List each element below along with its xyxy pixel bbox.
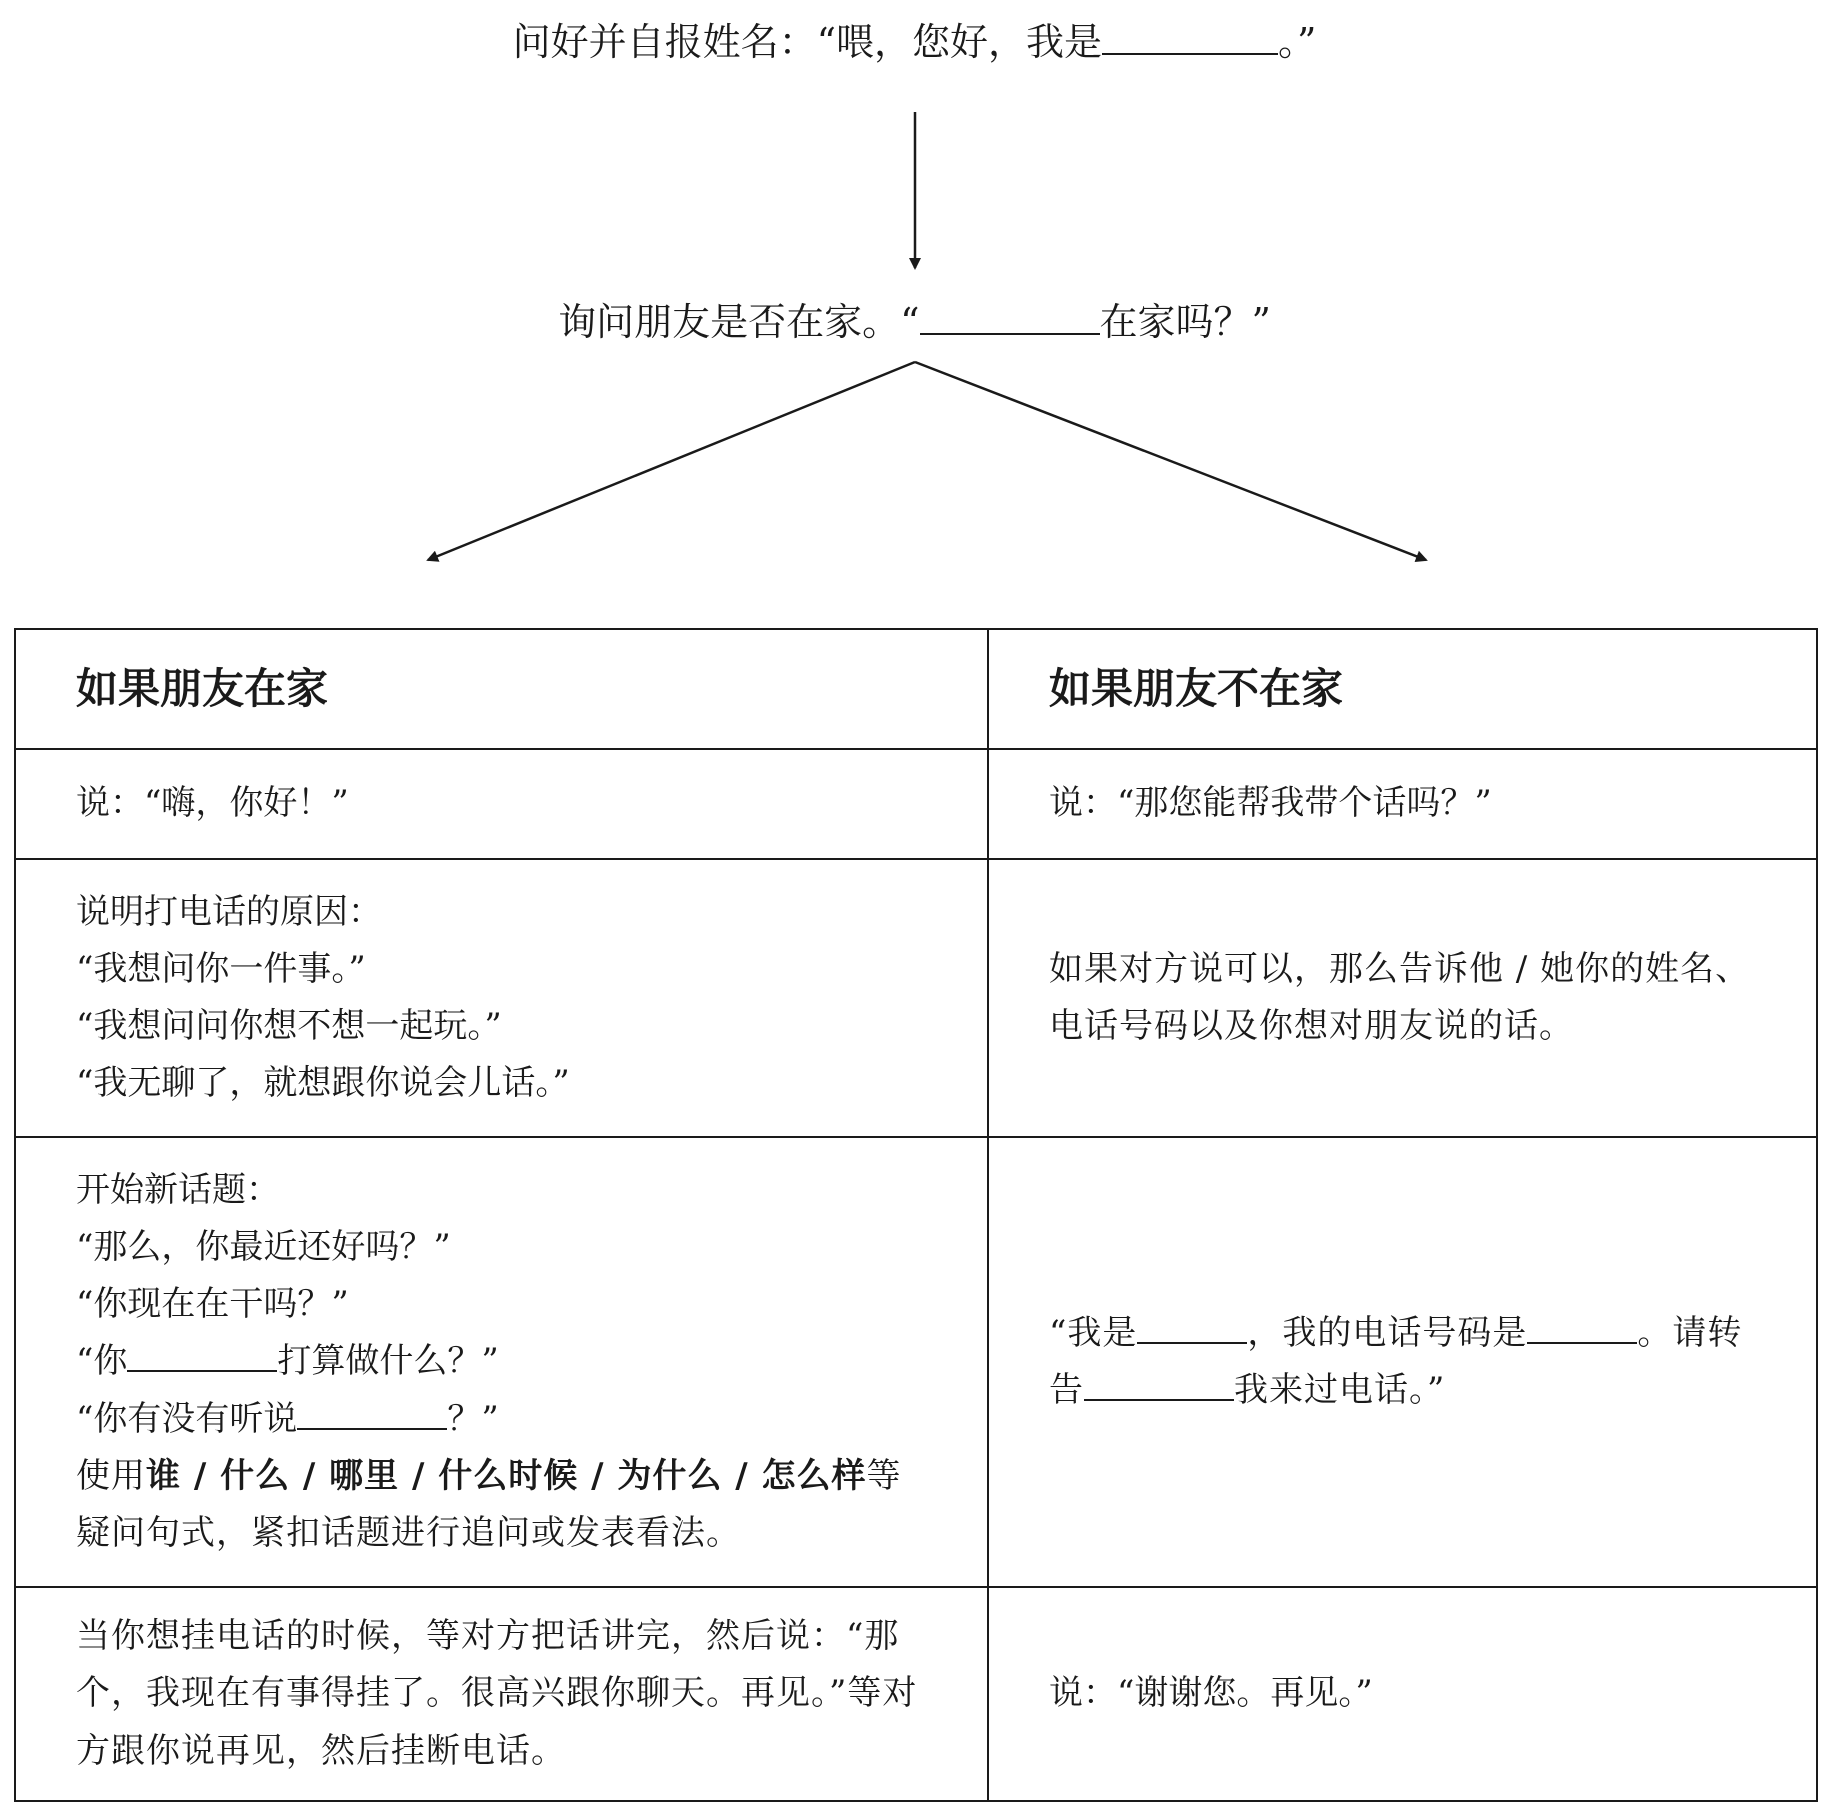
table-row (15, 1137, 1817, 1587)
row3-home-title: 开始新话题： (76, 1170, 280, 1211)
row3-home-tip (76, 1448, 927, 1562)
table-header-row (15, 629, 1817, 749)
row3-home-line1: “那么，你最近还好吗？” (76, 1227, 451, 1268)
tip-pre: 使用 (76, 1455, 146, 1496)
topic-blank[interactable] (297, 1395, 447, 1429)
row4-home: 当你想挂电话的时候，等对方把话讲完，然后说：“那个，我现在有事得挂了。很高兴跟你聊天。再见。”等对方跟你说再见，然后挂断电话。 (15, 1587, 988, 1801)
row2-home-line2: “我想问问你想不想一起玩。” (76, 1006, 502, 1046)
message-part-b: ，我的电话号码是 (1247, 1312, 1528, 1353)
phone-blank[interactable] (1527, 1310, 1637, 1344)
row2-away: 如果对方说可以，那么告诉他 / 她你的姓名、电话号码以及你想对朋友说的话。 (988, 859, 1817, 1137)
step-ask-suffix: 在家吗？” (1099, 300, 1271, 344)
step-ask-prefix: 询问朋友是否在家。“ (558, 300, 920, 344)
message-part-a: “我是 (1049, 1312, 1138, 1353)
table-row (15, 1587, 1817, 1801)
step-greeting-prefix: 问好并自报姓名：“喂，您好，我是 (512, 20, 1102, 64)
arrow-right-branch (915, 362, 1426, 560)
row2-home (15, 859, 988, 1137)
row1-away: 说：“那您能帮我带个话吗？” (988, 749, 1817, 859)
caller-name-blank[interactable] (1137, 1310, 1247, 1344)
step-greeting-suffix: 。” (1278, 20, 1317, 64)
table-row (15, 859, 1817, 1137)
row2-home-line1: “我想问你一件事。” (76, 948, 366, 989)
row3-away (988, 1137, 1817, 1587)
arrow-left-branch (428, 362, 915, 560)
row4-away: 说：“谢谢您。再见。” (988, 1587, 1817, 1801)
row2-home-line3: “我无聊了，就想跟你说会儿话。” (76, 1063, 570, 1104)
row3-home-line3 (76, 1333, 927, 1390)
response-table (14, 628, 1818, 1802)
header-friend-home: 如果朋友在家 (15, 629, 988, 749)
table-row (15, 749, 1817, 859)
flow-connectors (0, 0, 1829, 620)
line4-suffix: ？” (447, 1398, 499, 1439)
message-part-c: 。请转告 (1049, 1312, 1743, 1410)
row3-home-line2: “你现在在干吗？” (76, 1284, 349, 1325)
line3-suffix: 打算做什么？” (277, 1341, 499, 1382)
row1-home: 说：“嗨，你好！” (15, 749, 988, 859)
friend-blank[interactable] (1084, 1367, 1234, 1401)
message-part-d: 我来过电话。” (1234, 1370, 1446, 1410)
row3-home (15, 1137, 988, 1587)
time-blank[interactable] (127, 1338, 277, 1372)
header-friend-away: 如果朋友不在家 (988, 629, 1817, 749)
row2-home-title: 说明打电话的原因： (76, 891, 382, 932)
question-words: 谁 / 什么 / 哪里 / 什么时候 / 为什么 / 怎么样 (146, 1455, 867, 1496)
line4-prefix: “你有没有听说 (76, 1398, 298, 1439)
row3-home-line4 (76, 1391, 927, 1448)
line3-prefix: “你 (76, 1341, 128, 1382)
tip-post: 等疑问句式，紧扣话题进行追问或发表看法。 (76, 1455, 902, 1553)
